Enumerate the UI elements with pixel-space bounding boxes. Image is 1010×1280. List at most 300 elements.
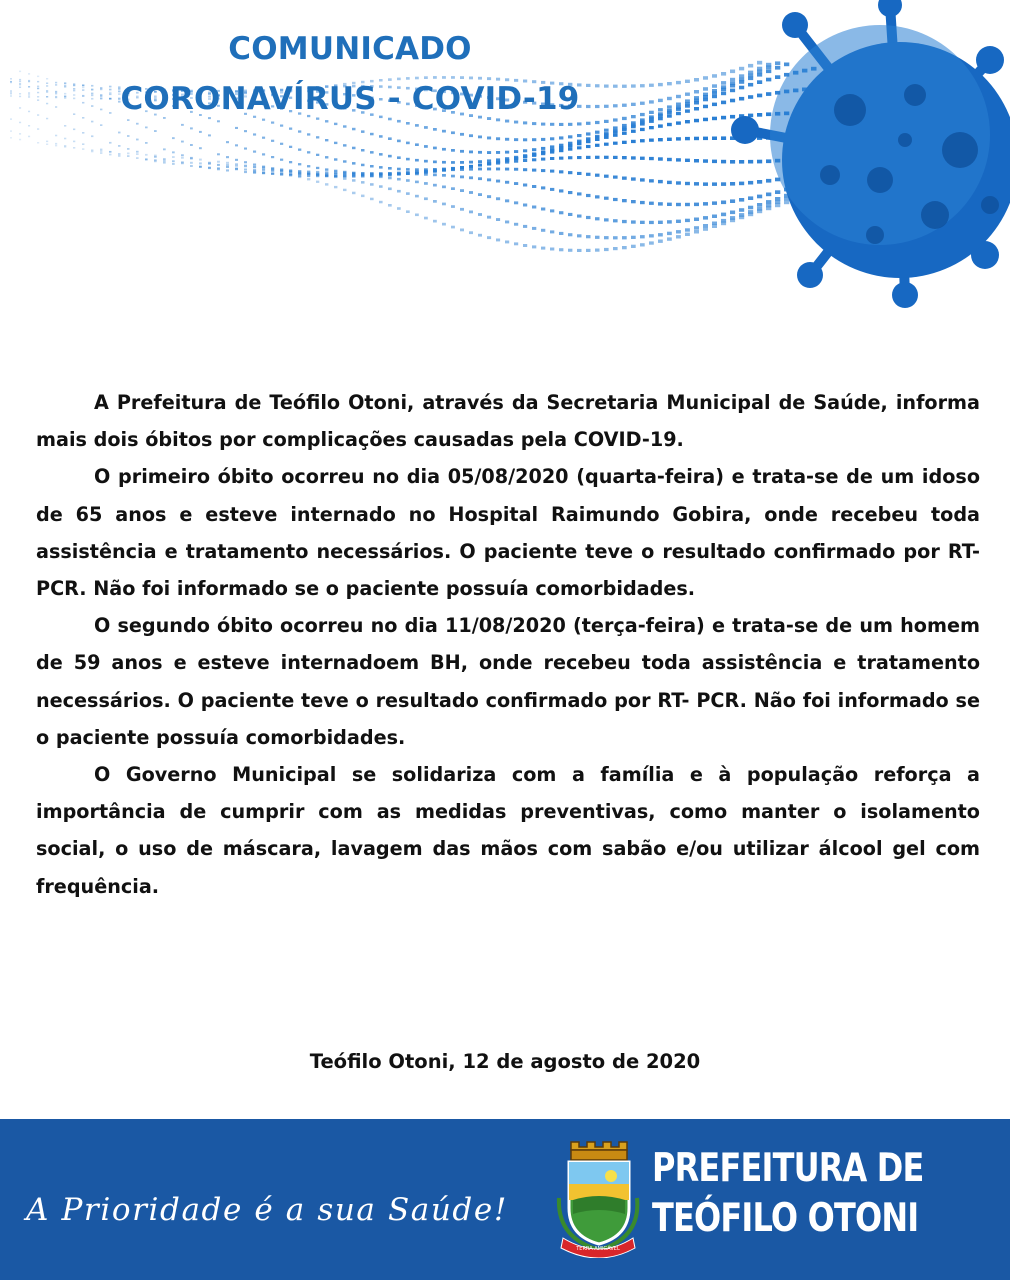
wave-dot (28, 86, 30, 88)
wave-dot (568, 233, 572, 236)
wave-dot (766, 66, 771, 70)
wave-dot (172, 151, 175, 153)
wave-dot (46, 85, 48, 87)
wave-dot (748, 64, 753, 68)
wave-dot (514, 150, 518, 153)
wave-dot (361, 164, 365, 167)
wave-dot (667, 123, 672, 126)
wave-dot (289, 161, 292, 163)
wave-dot (640, 122, 645, 125)
wave-dot (271, 156, 274, 158)
wave-dot (541, 247, 545, 250)
wave-dot (226, 169, 229, 171)
wave-dot (226, 164, 229, 166)
wave-dot (748, 181, 753, 185)
wave-dot (280, 143, 283, 145)
wave-dot (10, 95, 12, 96)
wave-dot (325, 168, 328, 170)
wave-dot (595, 144, 600, 147)
wave-dot (478, 151, 482, 154)
wave-dot (487, 163, 491, 166)
wave-dot (586, 145, 591, 148)
wave-dot (478, 213, 482, 216)
wave-dot (622, 246, 627, 249)
wave-dot (352, 173, 356, 176)
wave-dot (451, 205, 455, 208)
wave-dot (460, 176, 464, 179)
wave-dot (613, 134, 618, 137)
wave-dot (334, 176, 337, 178)
wave-dot (460, 208, 464, 211)
wave-dot (181, 124, 184, 126)
wave-dot (775, 204, 780, 208)
wave-dot (559, 189, 563, 192)
wave-dot (757, 80, 762, 84)
wave-dot (37, 92, 39, 94)
wave-dot (604, 136, 609, 139)
wave-dot (532, 185, 536, 188)
wave-dot (730, 160, 735, 164)
wave-dot (460, 168, 464, 171)
wave-dot (487, 137, 491, 140)
wave-dot (361, 174, 365, 177)
wave-dot (415, 214, 419, 217)
wave-dot (478, 168, 482, 171)
wave-dot (523, 184, 527, 187)
wave-dot (766, 78, 771, 82)
wave-dot (667, 232, 672, 235)
wave-dot (37, 99, 39, 101)
wave-dot (559, 149, 563, 152)
wave-dot (649, 241, 654, 244)
wave-dot (37, 86, 39, 88)
wave-dot (145, 154, 148, 156)
wave-dot (649, 179, 654, 182)
wave-dot (199, 166, 202, 168)
wave-dot (595, 131, 600, 134)
wave-dot (766, 92, 771, 96)
wave-dot (217, 164, 220, 166)
wave-dot (523, 159, 527, 162)
wave-dot (550, 230, 554, 233)
wave-dot (766, 159, 771, 163)
wave-dot (226, 141, 229, 143)
wave-dot (415, 181, 419, 184)
wave-dot (406, 179, 410, 182)
wave-dot (208, 134, 211, 136)
wave-dot (442, 223, 446, 226)
wave-dot (442, 174, 446, 177)
wave-dot (676, 203, 681, 206)
wave-dot (379, 135, 383, 138)
wave-dot (505, 161, 509, 164)
wave-dot (469, 211, 473, 214)
wave-dot (739, 216, 744, 220)
wave-dot (703, 87, 708, 91)
wave-dot (694, 159, 699, 163)
wave-dot (766, 200, 771, 204)
wave-dot (658, 240, 663, 243)
wave-dot (424, 145, 428, 148)
wave-dot (694, 137, 699, 141)
city-crest-icon (553, 1138, 643, 1258)
wave-dot (55, 84, 57, 86)
title-line-1: COMUNICADO (228, 31, 472, 67)
wave-dot (640, 221, 645, 224)
wave-dot (649, 126, 654, 129)
wave-dot (469, 191, 473, 194)
wave-dot (559, 211, 563, 214)
wave-dot (46, 91, 48, 93)
wave-dot (577, 192, 582, 195)
wave-dot (397, 168, 401, 171)
wave-dot (19, 81, 21, 83)
wave-dot (370, 175, 374, 178)
wave-dot (757, 210, 762, 214)
wave-dot (442, 169, 446, 172)
wave-dot (379, 153, 383, 156)
wave-dot (82, 132, 84, 134)
wave-dot (721, 182, 726, 186)
wave-dot (550, 137, 554, 140)
wave-dot (712, 84, 717, 88)
wave-dot (658, 108, 663, 111)
wave-dot (235, 159, 238, 161)
wave-dot (478, 136, 482, 139)
wave-dot (586, 156, 591, 159)
wave-dot (658, 114, 663, 117)
wave-dot (10, 92, 12, 93)
wave-dot (739, 208, 744, 212)
wave-dot (199, 159, 202, 161)
wave-dot (19, 83, 21, 85)
wave-dot (280, 168, 283, 170)
wave-dot (658, 233, 663, 236)
wave-dot (658, 180, 663, 183)
wave-dot (127, 148, 130, 150)
wave-dot (568, 249, 572, 252)
wave-dot (703, 227, 708, 231)
wave-dot (370, 165, 374, 168)
wave-dot (595, 138, 600, 141)
wave-dot (163, 158, 166, 160)
wave-dot (397, 190, 401, 193)
wave-dot (334, 142, 337, 144)
wave-dot (487, 236, 491, 239)
wave-dot (748, 77, 753, 81)
wave-dot (316, 173, 319, 175)
footer-tagline: A Prioridade é a sua Saúde! (26, 1192, 508, 1228)
wave-dot (676, 108, 681, 111)
wave-dot (766, 69, 771, 73)
wave-dot (442, 130, 446, 133)
wave-dot (343, 144, 347, 146)
wave-dot (46, 144, 48, 146)
crest-ribbon-text: TERRA AMIGÁVEL (576, 1246, 620, 1252)
wave-dot (235, 163, 238, 165)
wave-dot (163, 162, 166, 164)
wave-dot (118, 153, 121, 155)
wave-dot (622, 177, 627, 180)
wave-dot (568, 156, 572, 159)
wave-dot (46, 141, 48, 143)
wave-dot (541, 138, 545, 141)
wave-dot (739, 74, 744, 78)
wave-dot (307, 178, 310, 180)
wave-dot (136, 157, 139, 159)
wave-dot (208, 167, 211, 169)
wave-dot (469, 168, 473, 171)
wave-dot (604, 248, 609, 251)
wave-dot (19, 122, 21, 124)
wave-dot (271, 172, 274, 174)
wave-dot (505, 151, 509, 154)
wave-dot (595, 195, 600, 198)
wave-dot (298, 130, 301, 132)
wave-dot (604, 143, 609, 146)
wave-dot (37, 128, 39, 130)
wave-dot (46, 90, 48, 92)
wave-dot (325, 139, 328, 141)
wave-dot (298, 163, 301, 165)
wave-dot (712, 95, 717, 99)
wave-dot (46, 103, 48, 105)
wave-dot (712, 103, 717, 107)
wave-dot (640, 157, 645, 160)
wave-dot (289, 174, 292, 176)
wave-dot (415, 173, 419, 176)
wave-dot (622, 220, 627, 223)
wave-dot (658, 99, 663, 102)
wave-dot (676, 230, 681, 233)
wave-dot (505, 241, 509, 244)
wave-dot (64, 138, 66, 140)
wave-dot (217, 161, 220, 163)
wave-dot (685, 93, 690, 96)
wave-dot (136, 153, 139, 155)
wave-dot (739, 80, 744, 84)
wave-dot (433, 200, 437, 203)
wave-dot (82, 143, 84, 145)
wave-dot (694, 90, 699, 94)
wave-dot (532, 206, 536, 209)
wave-dot (19, 71, 21, 73)
wave-dot (550, 145, 554, 148)
wave-dot (487, 159, 491, 162)
wave-dot (730, 182, 735, 186)
wave-dot (541, 169, 545, 172)
wave-dot (469, 176, 473, 179)
wave-dot (712, 182, 717, 186)
wave-dot (460, 229, 464, 232)
wave-dot (73, 147, 75, 149)
wave-dot (703, 118, 708, 122)
wave-dot (253, 166, 256, 168)
wave-dot (667, 82, 672, 85)
wave-dot (460, 133, 464, 136)
wave-dot (379, 185, 383, 188)
wave-dot (667, 138, 672, 141)
wave-dot (766, 193, 771, 197)
wave-dot (28, 96, 30, 98)
wave-dot (739, 198, 744, 202)
wave-dot (37, 142, 39, 144)
wave-dot (676, 137, 681, 140)
wave-dot (568, 171, 572, 174)
wave-dot (631, 245, 636, 248)
wave-dot (685, 233, 690, 236)
wave-dot (388, 137, 392, 140)
wave-dot (451, 175, 455, 178)
wave-dot (271, 140, 274, 142)
wave-dot (676, 220, 681, 223)
wave-dot (685, 159, 690, 162)
wave-dot (586, 194, 591, 197)
wave-dot (532, 158, 536, 161)
wave-dot (91, 135, 93, 137)
wave-dot (55, 143, 57, 145)
wave-dot (595, 236, 600, 239)
wave-dot (136, 151, 139, 153)
wave-dot (577, 249, 582, 252)
wave-dot (352, 128, 356, 131)
wave-dot (10, 81, 12, 82)
wave-dot (442, 161, 446, 164)
wave-dot (667, 237, 672, 240)
wave-dot (775, 66, 780, 70)
wave-dot (244, 165, 247, 167)
wave-dot (397, 207, 401, 210)
wave-dot (451, 131, 455, 134)
wave-dot (460, 150, 464, 153)
wave-dot (712, 225, 717, 229)
wave-dot (415, 170, 419, 173)
wave-dot (568, 213, 572, 216)
wave-dot (361, 195, 365, 198)
wave-dot (478, 193, 482, 196)
wave-dot (307, 151, 310, 153)
wave-dot (388, 172, 392, 175)
wave-dot (730, 99, 735, 103)
wave-dot (757, 61, 762, 65)
wave-dot (667, 114, 672, 117)
wave-dot (19, 79, 21, 81)
wave-dot (667, 181, 672, 184)
wave-dot (370, 151, 374, 154)
wave-dot (532, 138, 536, 141)
wave-dot (640, 201, 645, 204)
wave-dot (640, 235, 645, 238)
wave-dot (766, 207, 771, 211)
wave-dot (631, 236, 636, 239)
wave-dot (559, 170, 563, 173)
wave-dot (181, 154, 184, 156)
wave-dot (253, 164, 256, 166)
wave-dot (487, 195, 491, 198)
wave-dot (613, 198, 618, 201)
wave-dot (568, 191, 572, 194)
wave-dot (649, 84, 654, 87)
wave-dot (694, 203, 699, 207)
wave-dot (496, 137, 500, 140)
wave-dot (523, 168, 527, 171)
wave-dot (64, 146, 66, 148)
wave-dot (613, 156, 618, 159)
wave-dot (703, 98, 708, 102)
wave-dot (109, 142, 112, 144)
wave-dot (667, 203, 672, 206)
wave-dot (649, 202, 654, 205)
wave-dot (757, 94, 762, 98)
wave-dot (577, 142, 582, 145)
wave-dot (316, 181, 319, 183)
wave-dot (613, 236, 618, 239)
wave-dot (469, 161, 473, 164)
wave-dot (721, 116, 726, 120)
wave-dot (496, 168, 500, 171)
wave-dot (595, 156, 600, 159)
wave-dot (676, 158, 681, 161)
wave-dot (649, 234, 654, 237)
wave-dot (397, 172, 401, 175)
wave-dot (208, 163, 211, 165)
wave-dot (730, 89, 735, 93)
wave-dot (190, 165, 193, 167)
wave-dot (433, 220, 437, 223)
wave-dot (559, 232, 563, 235)
wave-dot (145, 158, 148, 160)
wave-dot (145, 127, 148, 129)
wave-dot (658, 83, 663, 86)
wave-dot (730, 211, 735, 215)
wave-dot (604, 175, 609, 178)
wave-dot (433, 184, 437, 187)
wave-dot (667, 158, 672, 161)
wave-dot (514, 157, 518, 160)
wave-dot (388, 204, 392, 207)
wave-dot (649, 120, 654, 123)
wave-dot (109, 154, 112, 156)
wave-dot (604, 197, 609, 200)
wave-dot (100, 124, 102, 126)
wave-dot (523, 156, 527, 159)
wave-dot (100, 150, 102, 152)
wave-dot (757, 70, 762, 74)
wave-dot (28, 92, 30, 94)
wave-dot (640, 178, 645, 181)
wave-dot (640, 139, 645, 142)
wave-dot (730, 115, 735, 119)
wave-dot (190, 127, 193, 129)
wave-dot (667, 111, 672, 114)
wave-dot (613, 131, 618, 134)
wave-dot (118, 132, 121, 134)
wave-dot (10, 90, 12, 91)
wave-dot (424, 126, 428, 129)
wave-dot (91, 149, 93, 151)
wave-dot (226, 162, 229, 164)
wave-dot (739, 182, 744, 186)
wave-dot (55, 106, 57, 108)
wave-dot (460, 189, 464, 192)
wave-dot (487, 178, 491, 181)
wave-dot (55, 135, 57, 137)
wave-dot (514, 160, 518, 163)
wave-dot (514, 168, 518, 171)
wave-dot (424, 182, 428, 185)
wave-dot (154, 155, 157, 157)
wave-dot (217, 153, 220, 155)
